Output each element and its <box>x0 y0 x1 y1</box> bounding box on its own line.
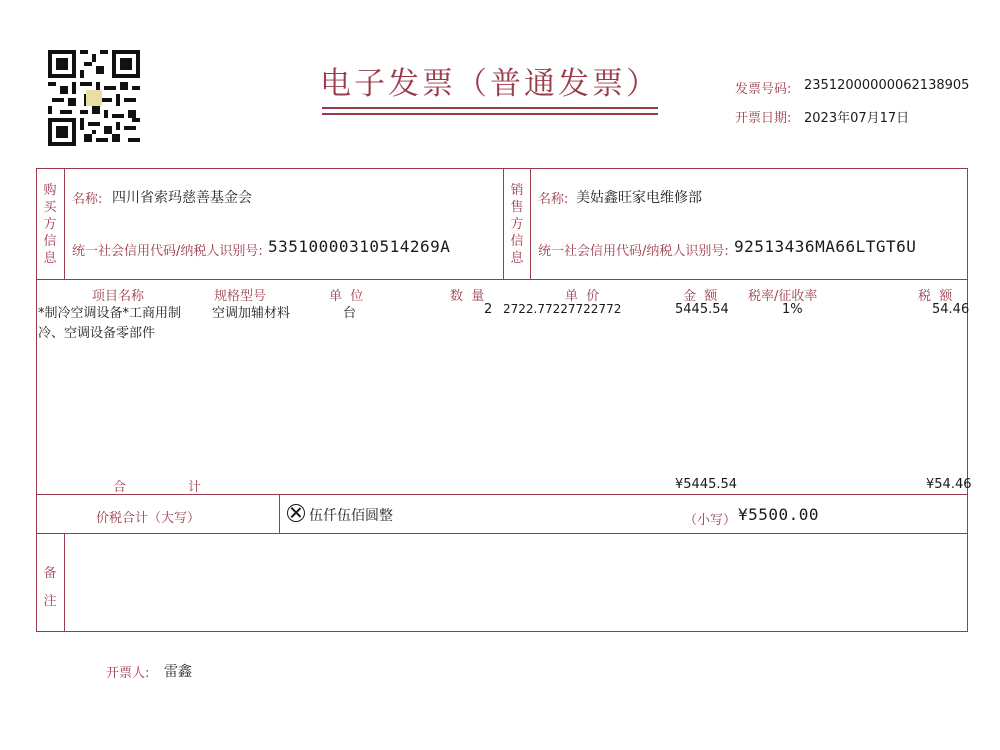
seller-label-divider <box>530 168 531 279</box>
item-unit-price: 2722.77227722772 <box>503 302 622 316</box>
remarks-divider <box>64 533 65 632</box>
header-amount: 金 额 <box>683 289 718 304</box>
seller-name-label: 名称: <box>538 192 569 207</box>
invoice-title: 电子发票（普通发票） <box>320 66 660 102</box>
small-caps-label: （小写） <box>684 513 737 528</box>
header-unit: 单 位 <box>329 289 364 304</box>
seller-tax-label: 统一社会信用代码/纳税人识别号: <box>538 244 729 259</box>
invoice-date: 2023年07月17日 <box>804 111 910 126</box>
buyer-section-label: 购 买 方 信 息 <box>43 183 57 266</box>
invoice-date-label: 开票日期: <box>735 111 792 126</box>
grand-total-label: 价税合计（大写） <box>96 511 201 526</box>
issuer-label: 开票人: <box>106 666 150 681</box>
seller-name: 美姑鑫旺家电维修部 <box>576 190 702 206</box>
item-amount: 5445.54 <box>675 302 729 317</box>
header-price: 单 价 <box>565 289 600 304</box>
grand-total-in-words: 伍仟伍佰圆整 <box>309 508 393 524</box>
item-tax-rate: 1% <box>782 302 803 317</box>
item-name-line1: *制冷空调设备*工商用制 <box>38 306 182 321</box>
item-qty: 2 <box>484 302 493 317</box>
grand-total-bottom-border <box>36 533 968 534</box>
buyer-name-label: 名称: <box>72 192 103 207</box>
title-underline <box>322 107 658 109</box>
party-divider <box>503 168 504 279</box>
header-tax-rate: 税率/征收率 <box>748 289 818 304</box>
buyer-tax-id: 53510000310514269A <box>268 237 451 256</box>
title-underline <box>322 113 658 115</box>
issuer-name: 雷鑫 <box>164 664 192 680</box>
item-spec: 空调加辅材料 <box>212 306 291 321</box>
buyer-tax-label: 统一社会信用代码/纳税人识别号: <box>72 244 263 259</box>
header-item-name: 项目名称 <box>92 289 145 304</box>
seller-tax-id: 92513436MA66LTGT6U <box>734 237 917 256</box>
remarks-label: 备 注 <box>43 566 57 609</box>
qr-code <box>48 50 140 146</box>
grand-total-in-figures: ¥5500.00 <box>738 505 820 524</box>
buyer-label-divider <box>64 168 65 279</box>
item-tax: 54.46 <box>932 302 970 317</box>
grand-total-divider <box>279 494 280 533</box>
total-label-ji: 计 <box>188 480 202 495</box>
invoice-number-label: 发票号码: <box>735 82 792 97</box>
header-spec: 规格型号 <box>214 289 267 304</box>
circle-x-icon <box>287 504 305 522</box>
total-amount: ¥5445.54 <box>675 477 738 492</box>
invoice-number: 23512000000062138905 <box>804 78 970 93</box>
total-label-he: 合 <box>113 480 127 495</box>
header-tax: 税 额 <box>918 289 953 304</box>
seller-section-label: 销 售 方 信 息 <box>510 183 524 266</box>
header-qty: 数 量 <box>450 289 485 304</box>
item-name-line2: 冷、空调设备零部件 <box>38 326 156 341</box>
party-section-divider <box>36 279 968 280</box>
item-unit: 台 <box>343 306 357 321</box>
buyer-name: 四川省索玛慈善基金会 <box>112 190 252 206</box>
total-tax: ¥54.46 <box>926 477 972 492</box>
grand-total-top-border <box>36 494 968 495</box>
